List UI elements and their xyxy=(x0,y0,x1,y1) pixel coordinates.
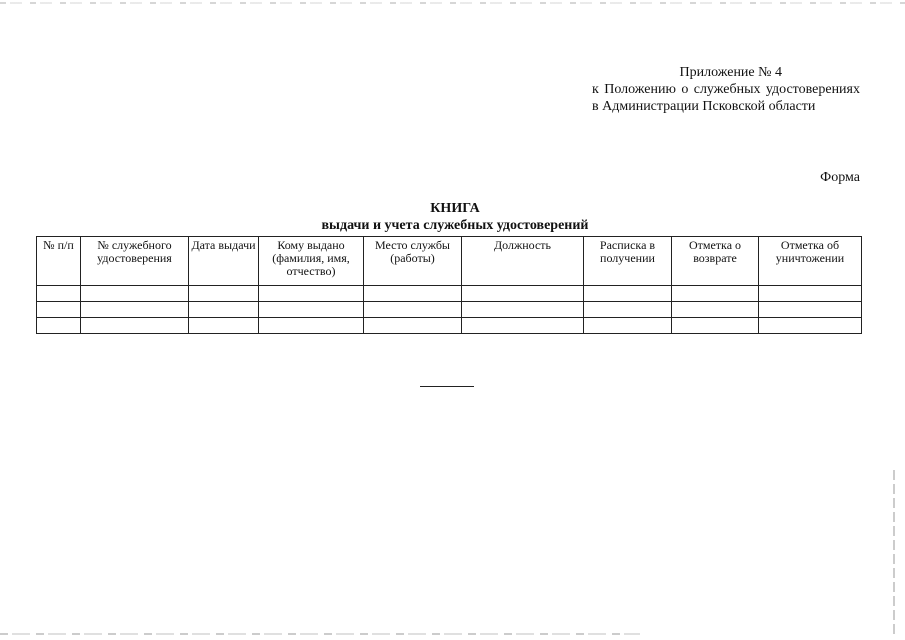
table-cell xyxy=(462,318,584,334)
table-cell xyxy=(259,318,364,334)
table-cell xyxy=(259,286,364,302)
table-cell xyxy=(37,302,81,318)
table-row xyxy=(37,286,862,302)
table-cell xyxy=(189,318,259,334)
form-label: Форма xyxy=(820,170,860,185)
table-cell xyxy=(364,318,462,334)
table-cell xyxy=(259,302,364,318)
appendix-block xyxy=(592,64,860,115)
appendix-text: к Положению о служебных удостоверениях в Администрации Псковской области xyxy=(592,82,860,114)
issuance-register-table xyxy=(36,236,862,334)
table-cell xyxy=(189,286,259,302)
scan-edge-bottom xyxy=(0,633,640,635)
table-cell xyxy=(81,302,189,318)
col-header-certificate-number: № служебного удостоверения xyxy=(81,237,189,286)
heading-title: КНИГА xyxy=(430,201,480,216)
end-separator-line xyxy=(420,386,474,387)
scan-edge-right xyxy=(893,470,895,635)
table-cell xyxy=(672,286,759,302)
document-heading xyxy=(250,200,660,234)
table-cell xyxy=(364,286,462,302)
col-header-destruction-mark: Отметка об уничтожении xyxy=(759,237,862,286)
table-cell xyxy=(189,302,259,318)
scan-edge-top xyxy=(0,2,905,4)
table-cell xyxy=(759,302,862,318)
col-header-position: Должность xyxy=(462,237,584,286)
table-cell xyxy=(584,302,672,318)
table-header-row xyxy=(37,237,862,286)
table-cell xyxy=(81,286,189,302)
appendix-title: Приложение № 4 xyxy=(679,65,782,80)
table-cell xyxy=(37,318,81,334)
table-cell xyxy=(672,318,759,334)
table-cell xyxy=(364,302,462,318)
table-row xyxy=(37,318,862,334)
col-header-return-mark: Отметка о возврате xyxy=(672,237,759,286)
heading-subtitle: выдачи и учета служебных удостоверений xyxy=(321,218,589,233)
col-header-workplace: Место службы (работы) xyxy=(364,237,462,286)
table-cell xyxy=(462,302,584,318)
table-cell xyxy=(584,286,672,302)
table-cell xyxy=(462,286,584,302)
table-cell xyxy=(759,318,862,334)
table-row xyxy=(37,302,862,318)
table-cell xyxy=(37,286,81,302)
table-cell xyxy=(584,318,672,334)
table-cell xyxy=(759,286,862,302)
table-cell xyxy=(672,302,759,318)
col-header-number: № п/п xyxy=(37,237,81,286)
col-header-issue-date: Дата выдачи xyxy=(189,237,259,286)
table-cell xyxy=(81,318,189,334)
col-header-receipt: Расписка в получении xyxy=(584,237,672,286)
col-header-issued-to: Кому выдано (фамилия, имя, отчество) xyxy=(259,237,364,286)
